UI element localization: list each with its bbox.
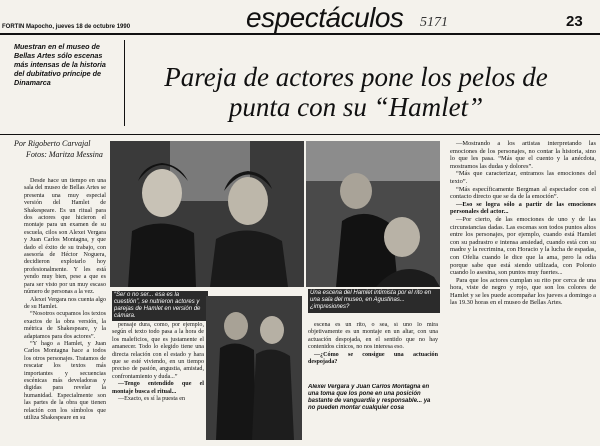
handwritten-mark: 5171 bbox=[420, 15, 448, 30]
headline-rule bbox=[0, 134, 600, 135]
column-4 bbox=[450, 140, 596, 444]
col2-question: —Tengo entendido que el montaje busca el ritual... bbox=[112, 381, 204, 395]
photo-actors-portrait bbox=[110, 141, 304, 287]
header-left: FORTIN Mapocho, jueves 18 de octubre 1990 bbox=[2, 24, 131, 30]
col1-paragraph: Alexei Vergara nos cuenta algo de su Hamlet. bbox=[24, 296, 106, 310]
photo-scene-embrace bbox=[306, 141, 440, 287]
col4-question: —Eso se logra sólo a partir de las emociones personales del actor... bbox=[450, 200, 596, 216]
caption-top: “Ser o no ser... esa es la cuestión”, se nutrieron actores y parejas de Hamlet en versión de cámara. bbox=[112, 291, 208, 321]
col1-paragraph: “Nosotros ocupamos los textos exactos de la obra versión, la métrica de Shakespeare, y la adaptamos para dos actores”. bbox=[24, 311, 106, 340]
column-1 bbox=[24, 178, 106, 444]
byline-author: Por Rigoberto Carvajal bbox=[14, 139, 91, 148]
col1-paragraph: Desde hace un tiempo en una sala del museo de Bellas Artes se presenta una muy especial versión del Hamlet de Shakespeare. Es un ritual para dos actores que hicieron el montaje para un examen de su escuela, cilos son Alexei Vergara y Juan Carlos Montagna, y que dado el éxito de su trabajo, con asesoría de Héctor Noguera, decidieron explotarlo hoy profesionalmente. Y les está yendo muy bien, pese a que es para ser visto por un muy escaso número de personas a la vez. bbox=[24, 178, 106, 296]
byline-photos: Fotos: Maritza Messina bbox=[26, 150, 103, 159]
col3-question: —¿Cómo se consigue una actuación despojada? bbox=[308, 351, 438, 366]
caption-mid: Una escena del Hamlet intimista por el rito en una sala del museo, en Agustinas... ¿impresiones? bbox=[308, 289, 440, 313]
caption-bottom: Alexei Vergara y Juan Carlos Montagna en una toma que los pone en una posición bastante de vanguardia y responsable... ya no pueden montar cualquier cosa bbox=[308, 384, 431, 411]
column-2 bbox=[112, 322, 204, 444]
col4-paragraph: “Más que caracterizar, entramos las emociones del texto”. bbox=[450, 170, 596, 185]
col3-paragraph: escena es un rito, o sea, sí uno lo mira objetivamente es un montaje en un altar, con una actuación despojada, en el sentido que no hay contenidos cínicos, no nos interesa eso. bbox=[308, 322, 438, 351]
col4-paragraph: Para que los actores cumplan su rito por cerca de una hora, viste de negro y rojo, que son los colores de Hamlet y se les puede acompañar los jueves a domingo a las 19.30 horas en el museo de Bellas Artes. bbox=[450, 276, 596, 307]
section-title: espectáculos bbox=[246, 2, 404, 33]
column-3 bbox=[308, 322, 438, 378]
page-number: 23 bbox=[566, 13, 583, 30]
col1-paragraph: “Y hago a Hamlet, y Juan Carlos Montagna hace a todos los otros personajes. Tratamos de rescatar los textos más importantes y secuencias escénicas más develadoras y digidas para revelar la humanidad. Especialmente son las partes de la obra que tienen relación con los símbolos que utiliza Shakespeare en su bbox=[24, 340, 106, 421]
kicker: Muestran en el museo de Bellas Artes sólo escenas más intensas de la historia del dubitativo príncipe de Dinamarca bbox=[14, 42, 106, 87]
col4-paragraph: “Más específicamente Bergman al espectador con el contacto directo que se da de la emoción”. bbox=[450, 185, 596, 201]
photo-two-actors bbox=[206, 296, 302, 440]
col4-paragraph: —Por cierto, de las emociones de uno y de las circunstancias dadas. Las escenas son todos puntos altos entre los personajes, por ejemplo, cuando está Hamlet con su padrastro e intensa ansiedad, cuando está con su madre y la recrimina, con Horacio y la lucha de espadas, con Ofelia cuando le dice que la ama, pero la odia porque sabe que está siendo utilizada, con Polonio cuando lo asesina, son puntos muy fuertes... bbox=[450, 215, 596, 277]
col4-paragraph: —Mostrando a los artistas interpretando las emociones de los personajes, no contar la historia, sino lo que les pasa. “Más que el cuento y la anécdota, mostramos las dudas y dolores”. bbox=[450, 140, 596, 170]
header-rule bbox=[0, 33, 600, 35]
col2-paragraph: pensaje dura, como, por ejemplo, según el texto todo pasa a la hora de los maleficios, que es justamente el amanecer. Todo lo elegido tiene una directa relación con el estado y hara que se esté viviendo, en un tiempo preciso de pasión, angustia, amistad, confrontamiento y duda...” bbox=[112, 322, 204, 380]
headline: Pareja de actores pone los pelos de punta con su “Hamlet” bbox=[164, 62, 548, 122]
kicker-divider bbox=[124, 40, 125, 126]
col2-paragraph: —Exacto, es sí la puesta en bbox=[118, 396, 186, 403]
